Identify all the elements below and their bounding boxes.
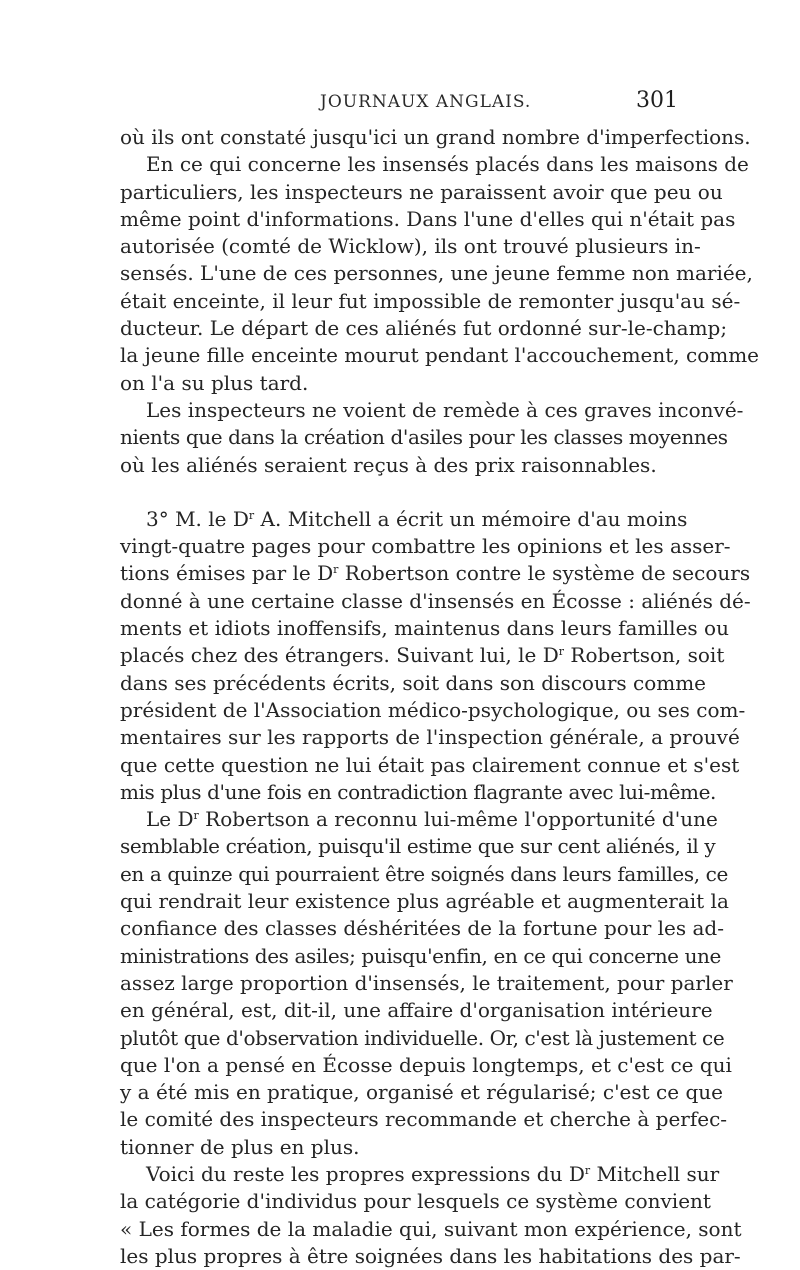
text-line: tionner de plus en plus. bbox=[120, 1134, 360, 1159]
text-line: « Les formes de la maladie qui, suivant mon expérience, sont bbox=[120, 1216, 742, 1241]
line-segment: A. Mitchell a écrit un mémoire d'au moins bbox=[254, 506, 688, 531]
text-line: où les aliénés seraient reçus à des prix raisonnables. bbox=[120, 452, 657, 477]
text-line: la jeune fille enceinte mourut pendant l'accouchement, comme bbox=[120, 343, 760, 368]
text-line: vingt-quatre pages pour combattre les opinions et les asser- bbox=[120, 534, 731, 559]
text-line: sensés. L'une de ces personnes, une jeune femme non mariée, bbox=[120, 261, 753, 286]
superscript: r bbox=[584, 1163, 591, 1177]
text-line: où ils ont constaté jusqu'ici un grand nombre d'imperfections. bbox=[120, 125, 751, 149]
text-line: on l'a su plus tard. bbox=[120, 370, 309, 395]
line-segment: 3° M. le D bbox=[146, 506, 249, 531]
line-segment: Robertson a reconnu lui-même l'opportunité d'une bbox=[198, 807, 718, 832]
text-line: donné à une certaine classe d'insensés en Écosse : aliénés dé- bbox=[120, 588, 751, 613]
text-line bbox=[120, 642, 725, 669]
text-line: que cette question ne lui était pas clairement connue et s'est bbox=[120, 752, 740, 777]
text-line: qui rendrait leur existence plus agréable et augmenterait la bbox=[120, 889, 729, 914]
text-line: nients que dans la création d'asiles pour les classes moyennes bbox=[120, 425, 728, 450]
text-line: particuliers, les inspecteurs ne paraissent avoir que peu ou bbox=[120, 179, 723, 204]
text-line: en général, est, dit-il, une affaire d'organisation intérieure bbox=[120, 998, 713, 1023]
line-segment: Voici du reste les propres expressions du D bbox=[146, 1161, 585, 1186]
line-segment: Robertson contre le système de secours bbox=[338, 561, 751, 586]
text-line: était enceinte, il leur fut impossible de remonter jusqu'au sé- bbox=[120, 288, 741, 313]
text-line: en a quinze qui pourraient être soignés dans leurs familles, ce bbox=[120, 861, 728, 886]
text-line bbox=[120, 806, 718, 833]
running-title: JOURNAUX ANGLAIS. bbox=[320, 92, 532, 112]
superscript: r bbox=[193, 809, 199, 823]
line-segment: placés chez des étrangers. Suivant lui, le D bbox=[120, 643, 559, 668]
text-line: plutôt que d'observation individuelle. Or, c'est là justement ce bbox=[120, 1025, 725, 1050]
line-segment: Le D bbox=[146, 807, 194, 832]
superscript: r bbox=[558, 645, 565, 659]
text-line: la catégorie d'individus pour lesquels ce système convient bbox=[120, 1189, 711, 1214]
line-segment: tions émises par le D bbox=[120, 561, 334, 586]
text-line: mis plus d'une fois en contradiction flagrante avec lui-même. bbox=[120, 779, 716, 804]
text-line: ministrations des asiles; puisqu'enfin, en ce qui concerne une bbox=[120, 943, 721, 968]
text-line: confiance des classes déshéritées de la fortune pour les ad- bbox=[120, 916, 724, 941]
superscript: r bbox=[248, 508, 255, 522]
text-line bbox=[120, 1161, 720, 1188]
text-line: les plus propres à être soignées dans les habitations des par- bbox=[120, 1243, 741, 1268]
text-line: y a été mis en pratique, organisé et régularisé; c'est ce que bbox=[120, 1080, 723, 1105]
line-segment: Robertson, soit bbox=[564, 643, 725, 668]
text-line: assez large proportion d'insensés, le traitement, pour parler bbox=[120, 970, 733, 995]
text-line: dans ses précédents écrits, soit dans son discours comme bbox=[120, 670, 707, 695]
page-header bbox=[120, 88, 680, 120]
superscript: r bbox=[333, 563, 339, 577]
text-line: En ce qui concerne les insensés placés dans les maisons de bbox=[146, 152, 749, 177]
text-line bbox=[120, 506, 688, 533]
text-line: ducteur. Le départ de ces aliénés fut ordonné sur-le-champ; bbox=[120, 316, 728, 341]
text-line: autorisée (comté de Wicklow), ils ont trouvé plusieurs in- bbox=[120, 234, 701, 259]
text-line: président de l'Association médico-psychologique, ou ses com- bbox=[120, 697, 746, 722]
text-line: semblable création, puisqu'il estime que sur cent aliénés, il y bbox=[120, 834, 716, 859]
line-segment: Mitchell sur bbox=[590, 1161, 720, 1186]
text-line: mentaires sur les rapports de l'inspection générale, a prouvé bbox=[120, 725, 740, 750]
text-line: que l'on a pensé en Écosse depuis longtemps, et c'est ce qui bbox=[120, 1052, 732, 1077]
text-line: ments et idiots inoffensifs, maintenus dans leurs familles ou bbox=[120, 616, 729, 641]
text-line bbox=[120, 560, 751, 587]
page-number: 301 bbox=[636, 88, 678, 113]
text-line: Les inspecteurs ne voient de remède à ces graves inconvé- bbox=[146, 397, 744, 422]
text-line: même point d'informations. Dans l'une d'elles qui n'était pas bbox=[120, 206, 736, 231]
body-text bbox=[120, 124, 760, 1270]
text-line: le comité des inspecteurs recommande et cherche à perfec- bbox=[120, 1107, 728, 1132]
paragraph-gap bbox=[120, 479, 680, 506]
